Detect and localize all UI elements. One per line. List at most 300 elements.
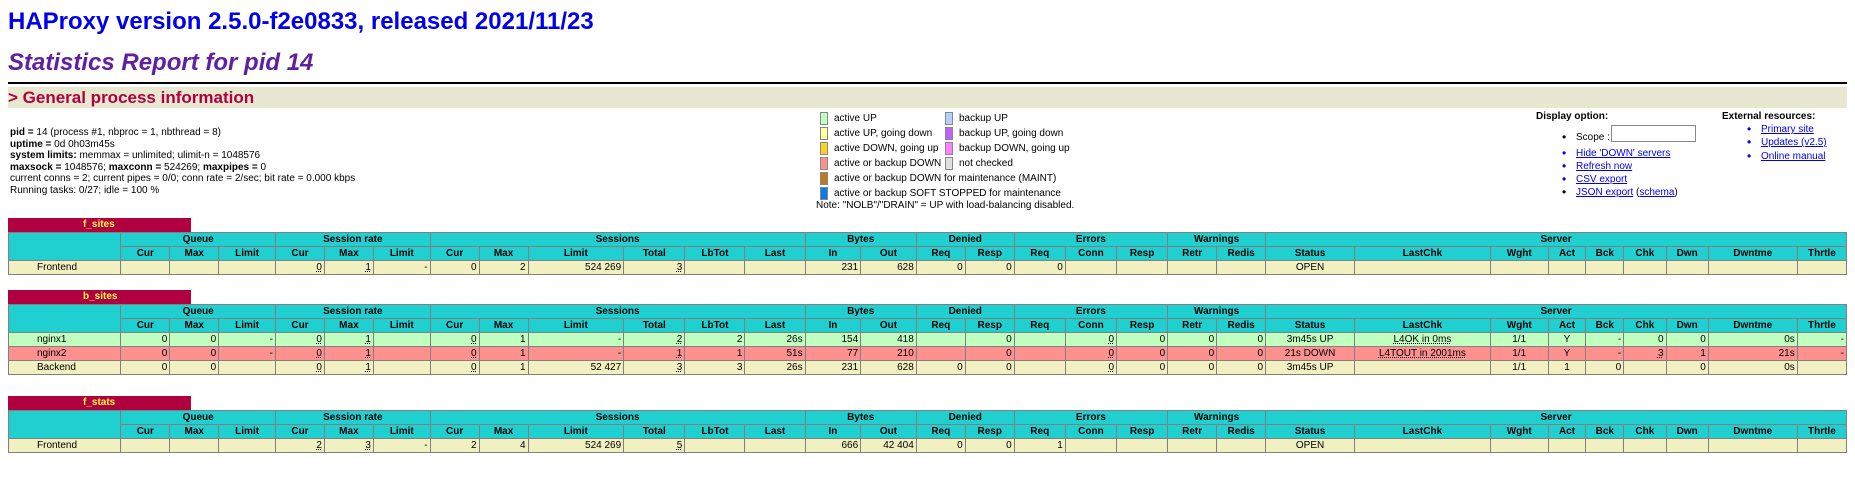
- cell-value[interactable]: 3: [676, 361, 683, 373]
- table-cell: 77: [805, 347, 861, 361]
- table-cell: [430, 361, 479, 375]
- table-cell: 628: [861, 361, 917, 375]
- table-cell: 0: [1624, 333, 1666, 347]
- table-cell: [1666, 439, 1708, 453]
- header-col: Limit: [528, 319, 624, 333]
- cell-value[interactable]: 0: [1108, 347, 1115, 359]
- table-cell: 0: [121, 333, 170, 347]
- cell-value[interactable]: 0: [471, 347, 477, 359]
- table-cell: [1065, 261, 1116, 275]
- table-cell: 0: [1117, 347, 1168, 361]
- header-col: Act: [1548, 425, 1586, 439]
- table-cell: -: [528, 333, 624, 347]
- header-group: Queue: [121, 305, 276, 319]
- table-cell: 1: [1666, 347, 1708, 361]
- table-cell: 1: [479, 361, 528, 375]
- legend-item: [820, 186, 1061, 201]
- row-name: Frontend: [9, 261, 121, 275]
- csv-export-link[interactable]: • CSV export: [1576, 174, 1627, 185]
- header-col: Bck: [1586, 247, 1624, 261]
- header-col: Total: [624, 425, 685, 439]
- header-col: Conn: [1065, 319, 1116, 333]
- table-cell: [1355, 361, 1491, 375]
- header-col: Limit: [219, 247, 276, 261]
- header-col: Cur: [276, 319, 325, 333]
- table-cell: 0: [170, 361, 219, 375]
- table-cell: [121, 261, 170, 275]
- header-group: Session rate: [276, 233, 431, 247]
- updates-link[interactable]: • Updates (v2.5): [1761, 137, 1827, 148]
- table-cell: 0: [170, 333, 219, 347]
- header-group: Errors: [1014, 305, 1168, 319]
- table-row: [9, 439, 1847, 453]
- header-col: Cur: [276, 247, 325, 261]
- table-row: [9, 347, 1847, 361]
- header-col: Resp: [1117, 319, 1168, 333]
- section-heading: > General process information: [8, 87, 1847, 108]
- legend-note: Note: "NOLB"/"DRAIN" = UP with load-balancing disabled.: [816, 200, 1075, 211]
- cell-value[interactable]: 0: [471, 333, 477, 345]
- table-cell: -: [528, 347, 624, 361]
- table-cell: [430, 347, 479, 361]
- header-col: Req: [916, 425, 965, 439]
- header-col: Limit: [373, 425, 430, 439]
- cell-value[interactable]: 0: [1108, 361, 1115, 373]
- legend-label: not checked: [959, 158, 1013, 169]
- table-cell: [1014, 333, 1065, 347]
- stats-table-f-stats: [8, 410, 1847, 453]
- table-cell: 3: [685, 361, 745, 375]
- header-col: Redis: [1217, 319, 1266, 333]
- table-cell: [1217, 439, 1266, 453]
- table-cell: 2: [430, 439, 479, 453]
- table-cell: 52 427: [528, 361, 624, 375]
- header-group: Server: [1266, 233, 1847, 247]
- header-col: Total: [624, 319, 685, 333]
- table-cell: [916, 333, 965, 347]
- header-group: Bytes: [805, 305, 916, 319]
- legend-label: active or backup DOWN: [834, 158, 942, 169]
- header-col: Max: [324, 425, 373, 439]
- table-cell: 0: [1014, 261, 1065, 275]
- header-group: Warnings: [1168, 411, 1266, 425]
- legend-swatch: [820, 157, 828, 170]
- stats-table-f-sites: [8, 232, 1847, 275]
- table-cell: [1014, 347, 1065, 361]
- legend-swatch: [945, 127, 953, 140]
- table-cell: [1355, 347, 1491, 361]
- header-col: Resp: [965, 319, 1014, 333]
- legend-swatch: [820, 127, 828, 140]
- table-cell: -: [1797, 333, 1846, 347]
- header-col: Thrtle: [1797, 319, 1846, 333]
- table-cell: 0: [1168, 347, 1217, 361]
- table-cell: 2: [685, 333, 745, 347]
- table-cell: [685, 439, 745, 453]
- table-cell: OPEN: [1266, 439, 1355, 453]
- header-group: Server: [1266, 305, 1847, 319]
- table-cell: 3m45s UP: [1266, 361, 1355, 375]
- table-cell: 0: [1117, 361, 1168, 375]
- cell-value[interactable]: 0: [316, 261, 322, 273]
- proxy-name-f-stats[interactable]: f_stats: [8, 396, 191, 410]
- header-col: Status: [1266, 247, 1355, 261]
- legend-label: backup DOWN, going up: [959, 143, 1070, 154]
- cell-value[interactable]: 0: [316, 333, 322, 345]
- table-cell: [1666, 261, 1708, 275]
- table-cell: 524 269: [528, 261, 624, 275]
- header-col: Resp: [1117, 425, 1168, 439]
- table-cell: 0: [1217, 333, 1266, 347]
- header-col: Total: [624, 247, 685, 261]
- table-row: [9, 361, 1847, 375]
- table-cell: [1355, 439, 1491, 453]
- header-col: Limit: [373, 319, 430, 333]
- table-cell: [1797, 261, 1846, 275]
- table-cell: 4: [479, 439, 528, 453]
- table-cell: 1: [685, 347, 745, 361]
- table-cell: [1624, 361, 1666, 375]
- table-cell: 666: [805, 439, 861, 453]
- table-cell: [624, 361, 685, 375]
- header-col: Cur: [430, 247, 479, 261]
- table-cell: [685, 261, 745, 275]
- header-col: Limit: [219, 425, 276, 439]
- table-cell: 1: [1548, 361, 1586, 375]
- table-cell: [1014, 361, 1065, 375]
- table-cell: -: [373, 439, 430, 453]
- header-col: Thrtle: [1797, 425, 1846, 439]
- legend-item: [820, 156, 941, 171]
- header-group: Denied: [916, 411, 1014, 425]
- table-cell: -: [1797, 347, 1846, 361]
- header-col: In: [805, 425, 861, 439]
- table-cell: 0: [1117, 333, 1168, 347]
- table-cell: 0s: [1708, 333, 1797, 347]
- header-group: Errors: [1014, 233, 1168, 247]
- header-col: Last: [745, 319, 805, 333]
- header-col: Cur: [276, 425, 325, 439]
- table-cell: 210: [861, 347, 917, 361]
- table-cell: 0s: [1708, 361, 1797, 375]
- table-cell: -: [1586, 347, 1624, 361]
- header-col: Out: [861, 319, 917, 333]
- table-cell: [373, 347, 430, 361]
- cell-value[interactable]: 0: [1108, 333, 1115, 345]
- header-col: LbTot: [685, 319, 745, 333]
- cell-value[interactable]: 0: [316, 347, 322, 359]
- header-blank: [9, 233, 121, 261]
- table-cell: 231: [805, 361, 861, 375]
- table-cell: 2: [479, 261, 528, 275]
- header-col: Max: [479, 319, 528, 333]
- header-col: Out: [861, 247, 917, 261]
- external-resources-title: External resources:: [1722, 111, 1816, 122]
- header-col: Req: [1014, 425, 1065, 439]
- header-col: Cur: [121, 425, 170, 439]
- table-cell: [324, 347, 373, 361]
- header-col: Chk: [1624, 247, 1666, 261]
- header-col: Limit: [528, 425, 624, 439]
- cell-value[interactable]: 0: [471, 361, 477, 373]
- header-col: Act: [1548, 247, 1586, 261]
- table-cell: 0: [1666, 361, 1708, 375]
- table-cell: 0: [1217, 361, 1266, 375]
- table-cell: -: [1586, 333, 1624, 347]
- table-cell: 0: [965, 361, 1014, 375]
- header-group: Bytes: [805, 411, 916, 425]
- header-col: Thrtle: [1797, 247, 1846, 261]
- header-col: Retr: [1168, 319, 1217, 333]
- header-col: Max: [170, 425, 219, 439]
- page-title: HAProxy version 2.5.0-f2e0833, released 2021/11/23: [8, 8, 594, 35]
- table-cell: Y: [1548, 347, 1586, 361]
- table-cell: [276, 361, 325, 375]
- cell-value[interactable]: L4OK in 0ms: [1393, 333, 1452, 345]
- table-cell: 0: [1666, 333, 1708, 347]
- row-name: nginx1: [9, 333, 121, 347]
- table-cell: [1065, 333, 1116, 347]
- header-col: Req: [1014, 319, 1065, 333]
- header-col: Req: [916, 319, 965, 333]
- process-info: pid = 14 (process #1, nbproc = 1, nbthread = 8) uptime = 0d 0h03m45s system limits: memmax = unlimited; ulimit-n = 1048576 maxsock = 1048576; maxconn = 524269; maxpipes = 0 current conns = 2; current pipes = 0/0; conn rate = 2/sec; bit rate = 0.000 kbps Running tasks: 0/27; idle = 100 %: [10, 127, 356, 196]
- legend-item: [945, 126, 1063, 141]
- table-cell: 51s: [745, 347, 805, 361]
- header-group: Session rate: [276, 411, 431, 425]
- table-cell: [1355, 261, 1491, 275]
- legend-item: [820, 126, 932, 141]
- header-col: Cur: [121, 247, 170, 261]
- schema-link[interactable]: schema: [1639, 187, 1675, 198]
- header-group: Sessions: [430, 411, 805, 425]
- cell-value[interactable]: 0: [316, 361, 322, 373]
- table-cell: 0: [1168, 361, 1217, 375]
- header-col: LbTot: [685, 247, 745, 261]
- scope-input[interactable]: [1611, 125, 1696, 142]
- header-col: LastChk: [1355, 247, 1491, 261]
- table-cell: [1797, 439, 1846, 453]
- legend-label: active or backup DOWN for maintenance (MAINT): [834, 173, 1057, 184]
- table-cell: OPEN: [1266, 261, 1355, 275]
- stats-table-b-sites: [8, 304, 1847, 375]
- table-cell: 0: [916, 261, 965, 275]
- primary-site-link[interactable]: • Primary site: [1761, 124, 1814, 135]
- header-col: Bck: [1586, 319, 1624, 333]
- header-col: Wght: [1490, 247, 1548, 261]
- table-cell: 0: [121, 347, 170, 361]
- header-col: Bck: [1586, 425, 1624, 439]
- table-cell: -: [373, 261, 430, 275]
- legend-label: backup UP: [959, 113, 1008, 124]
- refresh-now-link[interactable]: • Refresh now: [1576, 161, 1632, 172]
- table-cell: [745, 439, 805, 453]
- table-cell: 0: [965, 439, 1014, 453]
- header-col: Max: [324, 319, 373, 333]
- table-cell: 0: [965, 261, 1014, 275]
- table-row: [9, 333, 1847, 347]
- legend-swatch: [945, 157, 953, 170]
- cell-value[interactable]: L4TOUT in 2001ms: [1378, 347, 1466, 359]
- hide-down-servers-link[interactable]: • Hide 'DOWN' servers: [1576, 148, 1670, 159]
- table-cell: 0: [430, 261, 479, 275]
- cell-value[interactable]: 1: [365, 361, 371, 373]
- header-col: Dwn: [1666, 319, 1708, 333]
- header-group: Session rate: [276, 305, 431, 319]
- table-cell: 231: [805, 261, 861, 275]
- row-name: nginx2: [9, 347, 121, 361]
- table-cell: [1117, 439, 1168, 453]
- header-group: Warnings: [1168, 233, 1266, 247]
- header-col: Dwntme: [1708, 319, 1797, 333]
- cell-value[interactable]: 1: [676, 347, 683, 359]
- table-cell: [1586, 439, 1624, 453]
- header-group: Sessions: [430, 305, 805, 319]
- cell-value[interactable]: 3: [1657, 347, 1664, 359]
- table-cell: 628: [861, 261, 917, 275]
- legend-item: [945, 111, 1008, 126]
- proxy-name-f-sites[interactable]: f_sites: [8, 218, 191, 232]
- cell-value[interactable]: 1: [365, 347, 371, 359]
- header-col: Wght: [1490, 425, 1548, 439]
- header-col: Last: [745, 247, 805, 261]
- legend-label: active DOWN, going up: [834, 143, 939, 154]
- table-cell: [219, 261, 276, 275]
- header-col: Retr: [1168, 425, 1217, 439]
- table-cell: 0: [1168, 333, 1217, 347]
- table-cell: [1065, 439, 1116, 453]
- table-cell: [624, 333, 685, 347]
- table-cell: [1065, 361, 1116, 375]
- header-col: Status: [1266, 319, 1355, 333]
- cell-value[interactable]: 3: [365, 439, 371, 451]
- header-group: Denied: [916, 233, 1014, 247]
- table-cell: 0: [965, 333, 1014, 347]
- legend-swatch: [820, 172, 828, 185]
- table-cell: 21s DOWN: [1266, 347, 1355, 361]
- header-col: Dwntme: [1708, 425, 1797, 439]
- table-cell: 42 404: [861, 439, 917, 453]
- header-group: Warnings: [1168, 305, 1266, 319]
- header-col: Max: [170, 247, 219, 261]
- cell-value[interactable]: 1: [365, 333, 371, 345]
- header-col: Wght: [1490, 319, 1548, 333]
- legend-item: [945, 156, 1013, 171]
- header-col: Dwntme: [1708, 247, 1797, 261]
- table-cell: [624, 261, 685, 275]
- table-cell: [170, 439, 219, 453]
- header-col: In: [805, 319, 861, 333]
- legend-swatch: [945, 142, 953, 155]
- table-cell: 0: [916, 361, 965, 375]
- header-col: Dwn: [1666, 247, 1708, 261]
- legend-label: active or backup SOFT STOPPED for maintenance: [834, 188, 1061, 199]
- page-subtitle: Statistics Report for pid 14: [8, 49, 314, 76]
- table-cell: [276, 439, 325, 453]
- table-cell: -: [219, 333, 276, 347]
- header-col: Max: [170, 319, 219, 333]
- divider: [8, 82, 1847, 84]
- table-row: [9, 261, 1847, 275]
- json-export-link[interactable]: JSON export: [1576, 187, 1634, 198]
- table-cell: [1490, 261, 1548, 275]
- table-cell: [1624, 439, 1666, 453]
- table-cell: [916, 347, 965, 361]
- table-cell: [276, 347, 325, 361]
- cell-value[interactable]: 5: [676, 439, 683, 451]
- header-col: Conn: [1065, 425, 1116, 439]
- proxy-name-b-sites[interactable]: b_sites: [8, 290, 191, 304]
- table-cell: 0: [170, 347, 219, 361]
- table-cell: 1/1: [1490, 333, 1548, 347]
- header-col: Cur: [121, 319, 170, 333]
- header-col: Resp: [1117, 247, 1168, 261]
- table-cell: [1168, 261, 1217, 275]
- table-cell: [324, 361, 373, 375]
- table-cell: [1065, 347, 1116, 361]
- header-group: Queue: [121, 411, 276, 425]
- header-col: Req: [1014, 247, 1065, 261]
- header-group: Sessions: [430, 233, 805, 247]
- header-col: Redis: [1217, 247, 1266, 261]
- json-export-item: • JSON export (schema): [1576, 187, 1678, 198]
- table-cell: 1: [479, 333, 528, 347]
- cell-value[interactable]: 2: [676, 333, 683, 345]
- table-cell: [430, 333, 479, 347]
- table-cell: [1548, 439, 1586, 453]
- header-col: Dwn: [1666, 425, 1708, 439]
- table-cell: [219, 361, 276, 375]
- table-cell: [1355, 333, 1491, 347]
- table-cell: [219, 439, 276, 453]
- table-cell: [1117, 261, 1168, 275]
- legend-item: [820, 141, 939, 156]
- table-cell: [1624, 261, 1666, 275]
- header-col: Req: [916, 247, 965, 261]
- table-cell: 0: [1586, 361, 1624, 375]
- table-cell: 1/1: [1490, 347, 1548, 361]
- table-cell: [1168, 439, 1217, 453]
- header-col: In: [805, 247, 861, 261]
- table-cell: [1586, 261, 1624, 275]
- header-group: Errors: [1014, 411, 1168, 425]
- online-manual-link[interactable]: • Online manual: [1761, 151, 1825, 162]
- cell-value[interactable]: 3: [676, 261, 683, 273]
- legend-label: backup UP, going down: [959, 128, 1064, 139]
- header-col: Max: [479, 247, 528, 261]
- header-blank: [9, 411, 121, 439]
- table-cell: 26s: [745, 361, 805, 375]
- table-cell: [1217, 261, 1266, 275]
- header-col: Chk: [1624, 319, 1666, 333]
- header-col: Retr: [1168, 247, 1217, 261]
- header-col: Limit: [219, 319, 276, 333]
- legend-item: [820, 171, 1056, 186]
- legend-label: active UP: [834, 113, 877, 124]
- cell-value[interactable]: 2: [316, 439, 322, 451]
- table-cell: [624, 439, 685, 453]
- legend-swatch: [945, 112, 953, 125]
- table-cell: [324, 439, 373, 453]
- table-cell: [373, 333, 430, 347]
- table-cell: 1/1: [1490, 361, 1548, 375]
- table-cell: [1708, 439, 1797, 453]
- table-cell: [624, 347, 685, 361]
- table-cell: -: [219, 347, 276, 361]
- table-cell: [170, 261, 219, 275]
- table-cell: [745, 261, 805, 275]
- cell-value[interactable]: 1: [365, 261, 371, 273]
- scope-label: • Scope :: [1576, 132, 1610, 143]
